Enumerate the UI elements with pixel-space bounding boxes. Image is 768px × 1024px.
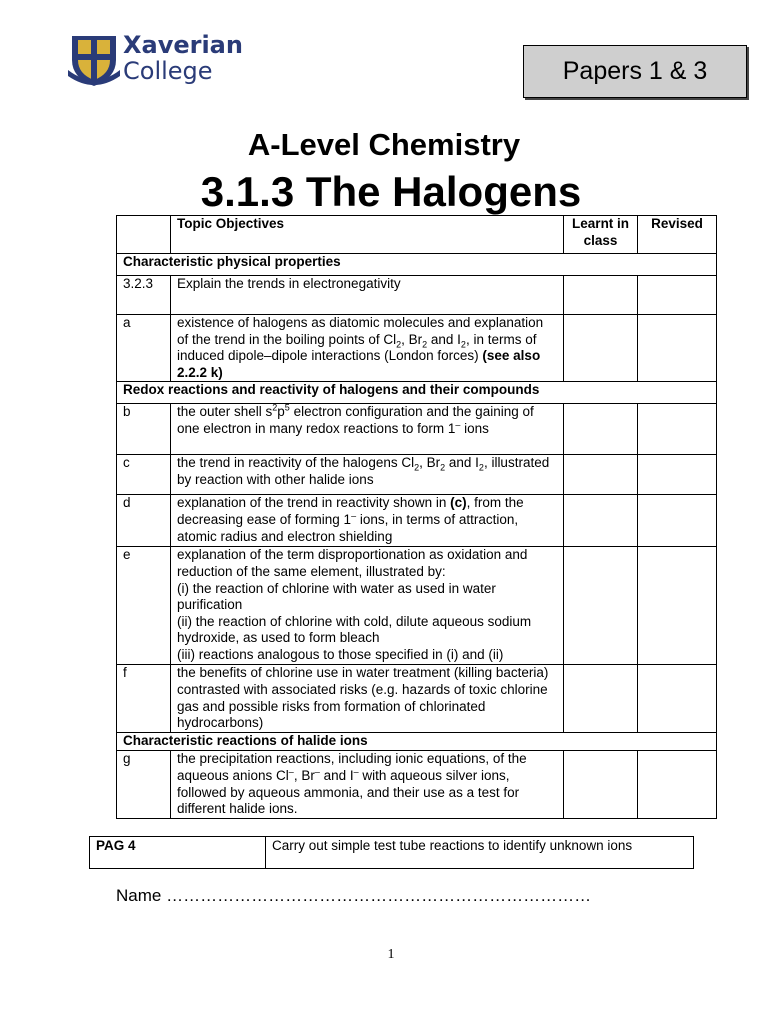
row-code: b bbox=[117, 404, 171, 455]
subscript: 2 bbox=[422, 339, 428, 350]
bold-reference: (see also 2.2.2 k) bbox=[176, 348, 541, 380]
table-row bbox=[117, 547, 717, 665]
header-learnt-in-class: Learnt in class bbox=[564, 216, 638, 254]
logo-line-1: Xaverian bbox=[123, 31, 243, 59]
crest-icon bbox=[66, 30, 122, 88]
table-row bbox=[117, 495, 717, 547]
text-part: the precipitation reactions, including ionic equations, of the aqueous anions Cl bbox=[176, 751, 527, 783]
learnt-checkbox-cell[interactable] bbox=[564, 276, 638, 315]
table-row bbox=[117, 751, 717, 819]
superscript: – bbox=[288, 766, 294, 777]
superscript: 5 bbox=[284, 402, 290, 413]
text-part: electron configuration and the gaining of one electron in many redox reactions to form 1 bbox=[176, 404, 534, 436]
row-text: the benefits of chlorine use in water treatment (killing bacteria) contrasted with associated risks (e.g. hazards of toxic chlorine gas and possible risks from formation of chlorinated hydrocarbons) bbox=[170, 665, 563, 733]
pag-label: PAG 4 bbox=[90, 837, 266, 869]
row-code: f bbox=[117, 665, 171, 733]
header-code bbox=[117, 216, 171, 254]
learnt-checkbox-cell[interactable] bbox=[564, 495, 638, 547]
table-row bbox=[117, 315, 717, 382]
superscript: – bbox=[455, 419, 461, 430]
revised-checkbox-cell[interactable] bbox=[638, 751, 717, 819]
table-row bbox=[117, 665, 717, 733]
papers-box: Papers 1 & 3 bbox=[523, 45, 747, 98]
table-header-row bbox=[117, 216, 717, 254]
row-code: a bbox=[117, 315, 171, 382]
pag-table bbox=[89, 836, 694, 869]
text-part: p bbox=[277, 404, 285, 420]
section-row-halide bbox=[117, 733, 717, 751]
text-part: and I bbox=[427, 331, 461, 347]
learnt-checkbox-cell[interactable] bbox=[564, 751, 638, 819]
text-part: explanation of the trend in reactivity shown in bbox=[176, 495, 451, 511]
row-code: e bbox=[117, 547, 171, 665]
table-row bbox=[117, 276, 717, 315]
revised-checkbox-cell[interactable] bbox=[638, 495, 717, 547]
text-line: (ii) the reaction of chlorine with cold, dilute aqueous sodium hydroxide, as used to form bleach bbox=[176, 613, 532, 646]
revised-checkbox-cell[interactable] bbox=[638, 665, 717, 733]
row-text bbox=[170, 495, 563, 547]
text-line: (iii) reactions analogous to those specified in (i) and (ii) bbox=[176, 646, 504, 662]
row-text bbox=[170, 455, 563, 495]
text-part: , illustrated by reaction with other halide ions bbox=[176, 455, 550, 487]
learnt-checkbox-cell[interactable] bbox=[564, 315, 638, 382]
logo-line-2: College bbox=[123, 57, 213, 85]
pag-text: Carry out simple test tube reactions to identify unknown ions bbox=[266, 837, 694, 869]
text-part: existence of halogens as diatomic molecules and explanation of the trend in the boiling points of Cl bbox=[176, 315, 544, 347]
subscript: 2 bbox=[414, 463, 420, 474]
row-text: Explain the trends in electronegativity bbox=[170, 276, 563, 315]
logo-wordmark bbox=[123, 32, 243, 84]
subscript: 2 bbox=[396, 339, 402, 350]
objectives-table bbox=[116, 215, 717, 819]
text-line: explanation of the term disproportionation as oxidation and reduction of the same element, illustrated by: bbox=[176, 547, 528, 579]
text-part: ions, in terms of attraction, atomic radius and electron shielding bbox=[176, 511, 519, 544]
text-part: , in terms of induced dipole–dipole interactions (London forces) bbox=[176, 331, 537, 364]
revised-checkbox-cell[interactable] bbox=[638, 276, 717, 315]
subscript: 2 bbox=[460, 339, 466, 350]
revised-checkbox-cell[interactable] bbox=[638, 404, 717, 455]
page-subtitle: A-Level Chemistry bbox=[247, 127, 521, 162]
text-part: , Br bbox=[293, 767, 315, 783]
superscript: – bbox=[351, 510, 357, 521]
section-row-redox bbox=[117, 382, 717, 404]
revised-checkbox-cell[interactable] bbox=[638, 315, 717, 382]
row-text bbox=[170, 404, 563, 455]
superscript: – bbox=[353, 766, 359, 777]
table-row bbox=[117, 455, 717, 495]
bold-reference: (c) bbox=[450, 495, 467, 511]
name-field[interactable]: Name ………………………………………………………………… bbox=[116, 886, 592, 905]
text-part: and I bbox=[445, 455, 479, 471]
learnt-checkbox-cell[interactable] bbox=[564, 404, 638, 455]
table-row bbox=[117, 404, 717, 455]
page-number: 1 bbox=[387, 947, 395, 962]
text-part: with aqueous silver ions, followed by aqueous ammonia, and their use as a test for different halide ions. bbox=[176, 767, 520, 817]
section-title: Characteristic physical properties bbox=[117, 254, 717, 276]
row-text bbox=[170, 547, 563, 665]
learnt-checkbox-cell[interactable] bbox=[564, 455, 638, 495]
section-title: Redox reactions and reactivity of halogens and their compounds bbox=[117, 382, 717, 404]
text-part: , Br bbox=[419, 455, 441, 471]
revised-checkbox-cell[interactable] bbox=[638, 547, 717, 665]
superscript: 2 bbox=[272, 402, 278, 413]
row-code: c bbox=[117, 455, 171, 495]
row-text bbox=[170, 751, 563, 819]
subscript: 2 bbox=[440, 463, 446, 474]
college-logo bbox=[66, 30, 243, 90]
row-code: d bbox=[117, 495, 171, 547]
header-revised: Revised bbox=[638, 216, 717, 254]
learnt-checkbox-cell[interactable] bbox=[564, 547, 638, 665]
text-line: (i) the reaction of chlorine with water as used in water purification bbox=[176, 580, 496, 613]
text-part: , from the decreasing ease of forming 1 bbox=[176, 495, 524, 527]
text-part: ions bbox=[460, 420, 489, 436]
subscript: 2 bbox=[478, 463, 484, 474]
learnt-checkbox-cell[interactable] bbox=[564, 665, 638, 733]
text-part: the outer shell s bbox=[176, 404, 273, 420]
superscript: – bbox=[314, 766, 320, 777]
text-part: and I bbox=[319, 767, 354, 783]
row-text bbox=[170, 315, 563, 382]
section-title: Characteristic reactions of halide ions bbox=[117, 733, 717, 751]
text-part: , Br bbox=[401, 331, 423, 347]
header-topic-objectives: Topic Objectives bbox=[170, 216, 563, 254]
text-part: the trend in reactivity of the halogens Cl bbox=[176, 455, 415, 471]
section-row-physical bbox=[117, 254, 717, 276]
row-code: g bbox=[117, 751, 171, 819]
page-title: 3.1.3 The Halogens bbox=[200, 168, 582, 215]
row-code: 3.2.3 bbox=[117, 276, 171, 315]
pag-row bbox=[90, 837, 694, 869]
revised-checkbox-cell[interactable] bbox=[638, 455, 717, 495]
